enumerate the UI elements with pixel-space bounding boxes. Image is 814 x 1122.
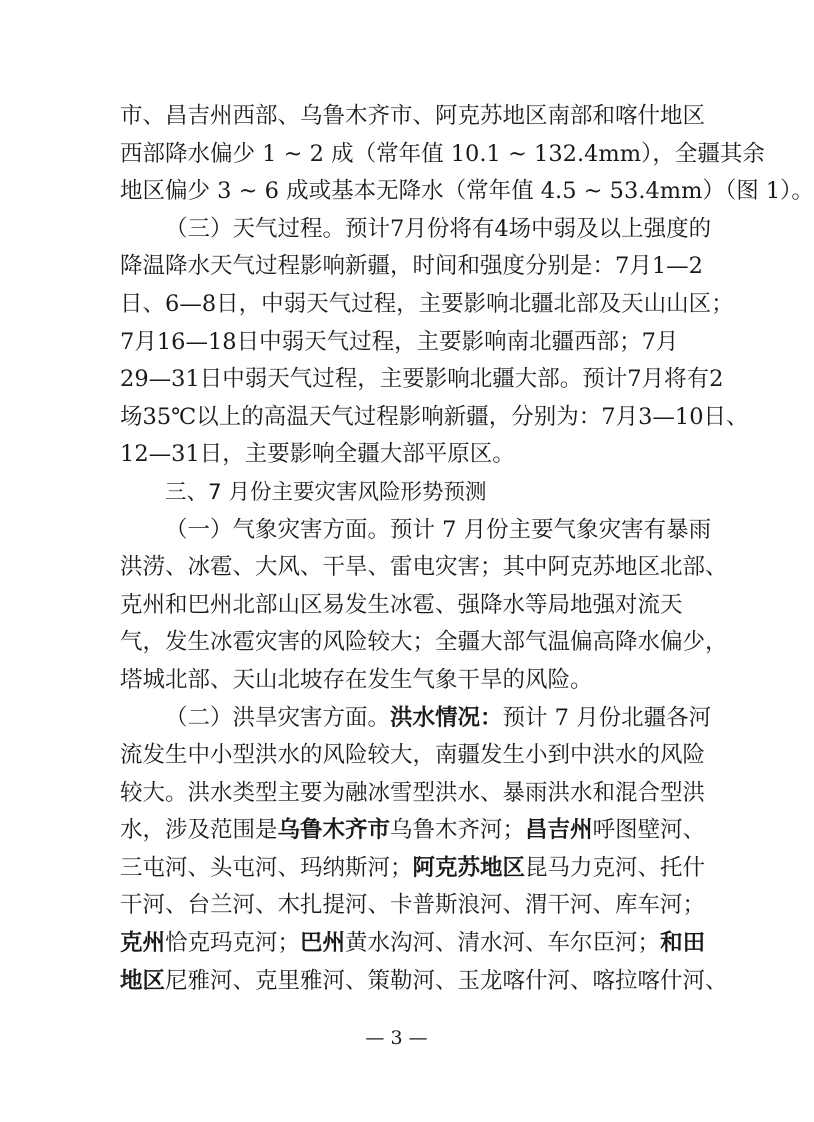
text-segment: 三屯河、头屯河、玛纳斯河； [120,854,413,881]
bold-term: 和田 [660,930,706,957]
text-line: 12—31日，主要影响全疆大部平原区。 [120,441,515,468]
text-line: （三）天气过程。预计7月份将有4场中弱及以上强度的 [165,215,712,242]
text-line: 日、6—8日，中弱天气过程，主要影响北疆北部及天山山区； [120,290,734,317]
text-line: 干河、台兰河、木扎提河、卡普斯浪河、渭干河、库车河； [120,892,706,919]
text-segment: 恰克玛克河； [165,930,301,957]
text-line [120,963,728,1001]
text-line: 29—31日中弱天气过程，主要影响北疆大部。预计7月将有2 [120,366,724,393]
bold-term: 洪水情况： [390,704,503,731]
text-line: 市、昌吉州西部、乌鲁木齐市、阿克苏地区南部和喀什地区 [120,103,706,129]
bold-term: 昌吉州 [525,817,593,844]
bold-term: 乌鲁木齐市 [277,817,391,844]
text-segment: 乌鲁木齐河； [390,817,526,844]
bold-term: 克州 [120,930,166,957]
text-line: 7月16—18日中弱天气过程，主要影响南北疆西部；7月 [120,328,679,355]
text-line: 气，发生冰雹灾害的风险较大；全疆大部气温偏高降水偏少， [120,629,728,656]
bold-term: 阿克苏地区 [412,854,526,881]
text-segment: （二）洪旱灾害方面。 [165,704,391,731]
text-segment: 预计 7 月份北疆各河 [502,704,712,731]
text-line [120,812,706,850]
section-heading: 三、7 月份主要灾害风险形势预测 [165,479,487,505]
bold-term: 地区 [120,967,166,994]
text-segment: 水，涉及范围是 [120,817,278,844]
text-line [120,850,706,888]
document-body [120,98,814,1000]
text-segment: 昆马力克河、托什 [525,854,706,881]
text-line: （一）气象灾害方面。预计 7 月份主要气象灾害有暴雨 [165,516,712,543]
text-line: 洪涝、冰雹、大风、干旱、雷电灾害；其中阿克苏地区北部、 [120,554,728,581]
text-line: 流发生中小型洪水的风险较大，南疆发生小到中洪水的风险 [120,742,706,769]
text-line [120,925,706,963]
page-number: — 3 — [365,1027,428,1049]
text-segment: 黄水沟河、清水河、车尔臣河； [345,930,661,957]
text-line: 降温降水天气过程影响新疆，时间和强度分别是：7月1—2 [120,253,703,280]
text-segment: 呼图壁河、 [592,817,706,844]
text-line: 塔城北部、天山北坡存在发生气象干旱的风险。 [120,666,593,693]
text-line: 较大。洪水类型主要为融冰雪型洪水、暴雨洪水和混合型洪 [120,779,706,806]
text-line [120,700,712,738]
text-line: 场35℃以上的高温天气过程影响新疆，分别为：7月3—10日、 [120,403,749,430]
text-line: 西部降水偏少 1 ~ 2 成（常年值 10.1 ~ 132.4mm），全疆其余 [120,140,765,167]
text-segment: 尼雅河、克里雅河、策勒河、玉龙喀什河、喀拉喀什河、 [165,967,728,994]
text-line: 地区偏少 3 ~ 6 成或基本无降水（常年值 4.5 ~ 53.4mm）（图 1）。 [120,178,814,205]
text-line: 克州和巴州北部山区易发生冰雹、强降水等局地强对流天 [120,591,683,618]
bold-term: 巴州 [300,930,346,957]
